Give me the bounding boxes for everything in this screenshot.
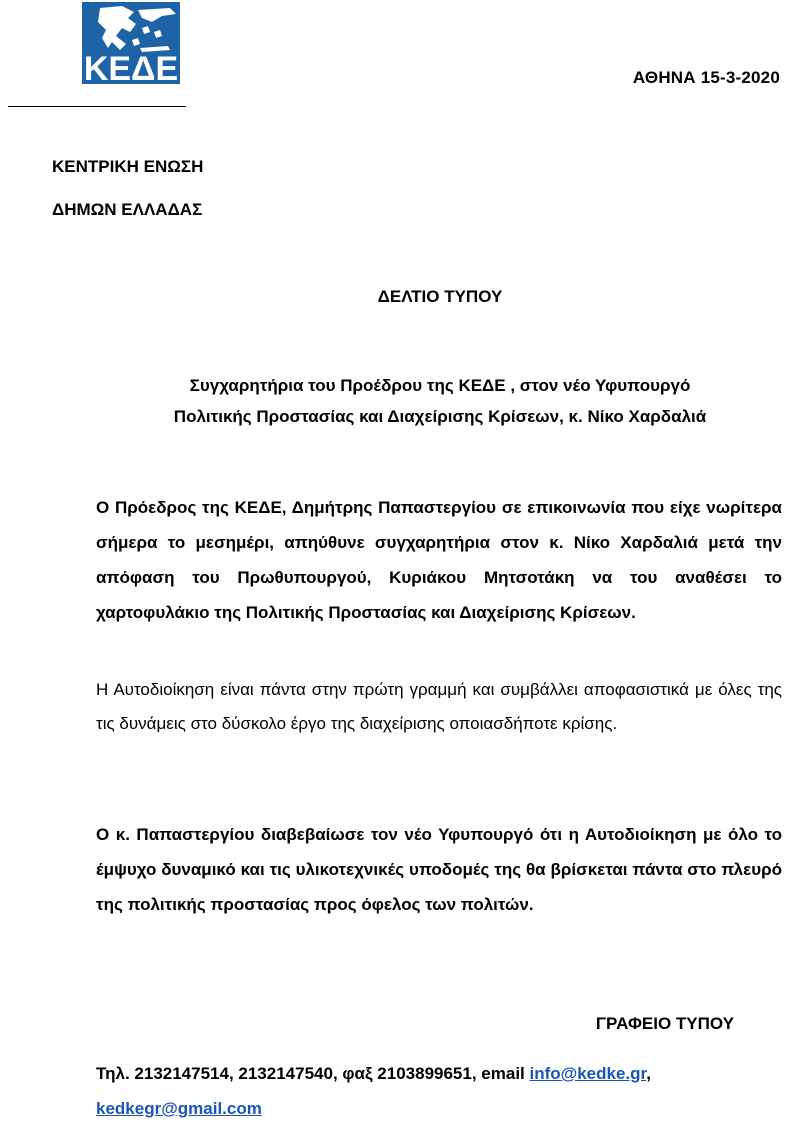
header-rule [8,106,186,107]
page-title: ΔΕΛΤΙΟ ΤΥΠΟΥ [377,287,503,306]
email-link-info[interactable]: info@kedke.gr [529,1064,647,1083]
contact-separator: , [646,1064,651,1083]
contact-prefix: Τηλ. 2132147514, 2132147540, φαξ 2103899651, email [96,1064,530,1083]
subtitle-line2: Πολιτικής Προστασίας και Διαχείρισης Κρίσεων, κ. Νίκο Χαρδαλιά [173,407,707,426]
paragraph-2: Η Αυτοδιοίκηση είναι πάντα στην πρώτη γραμμή και συμβάλλει αποφασιστικά με όλες της τις δυνάμεις στο δύσκολο έργο της διαχείρισης οποιασδήποτε κρίσης. [96,680,782,733]
press-office-signoff: ΓΡΑΦΕΙΟ ΤΥΠΟΥ [595,1014,734,1033]
paragraph-3: Ο κ. Παπαστεργίου διαβεβαίωσε τον νέο Υφυπουργό ότι η Αυτοδιοίκηση με όλο το έμψυχο δυναμικό και τις υλικοτεχνικές υποδομές της θα βρίσκεται πάντα στο πλευρό της πολιτικής προστασίας προς όφελος των πολιτών. [96,825,782,914]
organization-name-line1: ΚΕΝΤΡΙΚΗ ΕΝΩΣΗ [52,157,204,176]
kede-logo [82,2,180,84]
contact-info [96,1056,786,1126]
press-release-subtitle [40,370,800,432]
document-date: ΑΘΗΝΑ 15-3-2020 [632,68,780,87]
email-link-gmail[interactable]: kedkegr@gmail.com [96,1099,262,1118]
logo-text: ΚΕΔΕ [83,50,179,84]
subtitle-line1: Συγχαρητήρια του Προέδρου της ΚΕΔΕ , στον νέο Υφυπουργό [189,376,691,395]
organization-name-line2: ΔΗΜΩΝ ΕΛΛΑΔΑΣ [52,200,203,219]
paragraph-1: Ο Πρόεδρος της ΚΕΔΕ, Δημήτρης Παπαστεργίου σε επικοινωνία που είχε νωρίτερα σήμερα το μεσημέρι, απηύθυνε συγχαρητήρια στον κ. Νίκο Χαρδαλιά μετά την απόφαση του Πρωθυπουργού, Κυριάκου Μητσοτάκη να του αναθέσει το χαρτοφυλάκιο της Πολιτικής Προστασίας και Διαχείρισης Κρίσεων. [96,498,782,622]
greece-map-logo-icon [82,2,180,84]
